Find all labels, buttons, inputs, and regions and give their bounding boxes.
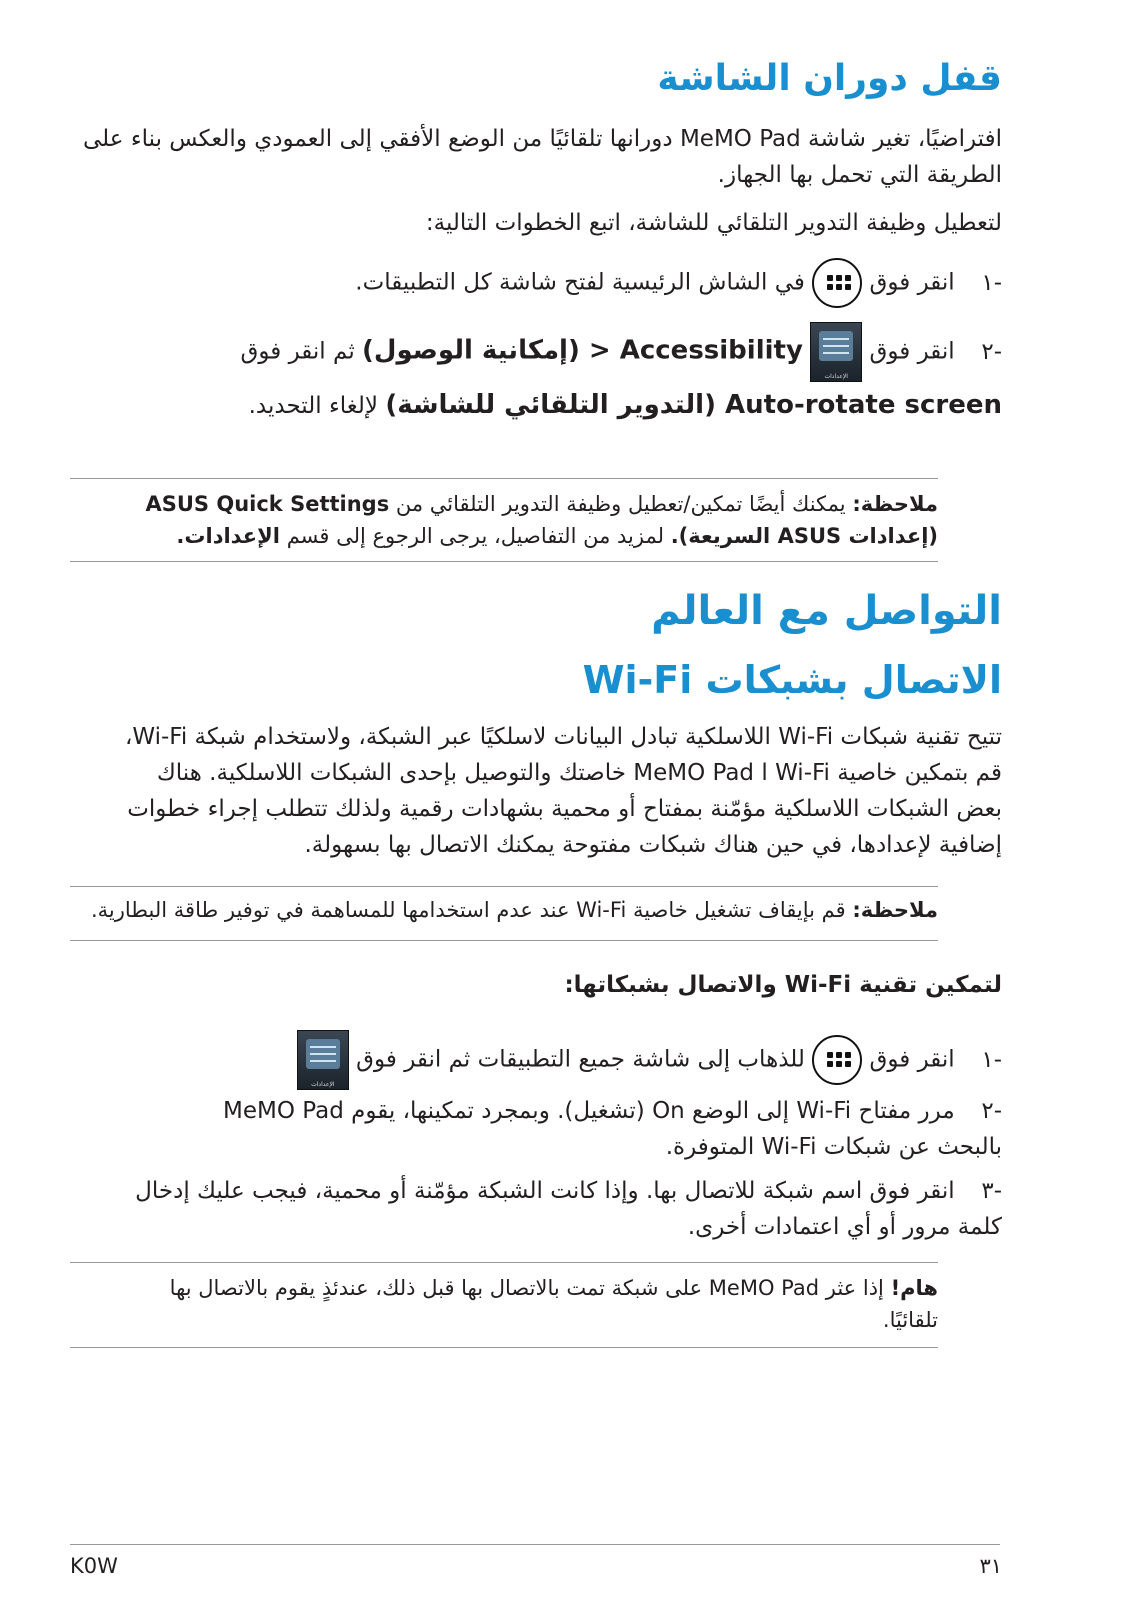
model-name: K0W bbox=[70, 1554, 118, 1578]
wifi-step-3 bbox=[72, 1178, 1002, 1204]
step-text: مرر مفتاح Wi-Fi إلى الوضع On (تشغيل). وبمجرد تمكينها، يقوم MeMO Pad bbox=[223, 1098, 955, 1124]
step-number: -٢ bbox=[981, 338, 1002, 365]
step-number: -٣ bbox=[981, 1178, 1002, 1204]
note-text: قم بإيقاف تشغيل خاصية Wi-Fi عند عدم استخدامها للمساهمة في توفير طاقة البطارية. bbox=[90, 898, 846, 922]
step-number: -٢ bbox=[981, 1098, 1002, 1124]
important-label: هام! bbox=[890, 1276, 938, 1300]
note-box-1 bbox=[58, 492, 938, 548]
section-title-wifi: الاتصال بشبكات Wi-Fi bbox=[582, 658, 1002, 702]
rotation-step-2-line2 bbox=[72, 390, 1002, 420]
intro-paragraph-line2: الطريقة التي تحمل بها الجهاز. bbox=[717, 162, 1002, 188]
step-text: لإلغاء التحديد. bbox=[248, 393, 378, 419]
note-divider bbox=[70, 940, 938, 941]
step-text: انقر فوق bbox=[869, 1046, 955, 1073]
note-divider bbox=[70, 886, 938, 887]
note-divider bbox=[70, 478, 938, 479]
steps-intro: لتعطيل وظيفة التدوير التلقائي للشاشة، اتبع الخطوات التالية: bbox=[425, 210, 1002, 236]
step-text: انقر فوق bbox=[869, 338, 955, 365]
accessibility-label: Accessibility < (إمكانية الوصول) bbox=[362, 335, 803, 366]
note-label: ملاحظة: bbox=[852, 898, 938, 922]
quick-settings-arabic: (إعدادات ASUS السريعة). bbox=[670, 524, 938, 548]
note-divider bbox=[70, 1347, 938, 1348]
step-text: في الشاش الرئيسية لفتح شاشة كل التطبيقات. bbox=[355, 269, 805, 296]
note-box-2 bbox=[58, 898, 938, 922]
note-label: ملاحظة: bbox=[852, 492, 938, 516]
quick-settings-label: ASUS Quick Settings bbox=[145, 492, 390, 516]
wifi-step-2-line2: بالبحث عن شبكات Wi-Fi المتوفرة. bbox=[665, 1134, 1002, 1160]
step-text: انقر فوق bbox=[869, 269, 955, 296]
note-text: تلقائيًا. bbox=[882, 1308, 938, 1332]
step-number: -١ bbox=[981, 1046, 1002, 1073]
note-divider bbox=[70, 1262, 938, 1263]
settings-section-ref: الإعدادات. bbox=[176, 524, 280, 548]
note-text: يمكنك أيضًا تمكين/تعطيل وظيفة التدوير التلقائي من bbox=[395, 492, 846, 516]
wifi-enable-subtitle: لتمكين تقنية Wi-Fi والاتصال بشبكاتها: bbox=[564, 972, 1002, 998]
settings-icon: الإعدادات bbox=[297, 1030, 349, 1090]
step-text: ثم انقر فوق bbox=[240, 338, 355, 365]
wifi-paragraph-line1: تتيح تقنية شبكات Wi-Fi اللاسلكية تبادل البيانات لاسلكيًا عبر الشبكة، ولاستخدام شبكة Wi-Fi، bbox=[124, 724, 1002, 750]
settings-icon: الإعدادات bbox=[810, 322, 862, 382]
all-apps-icon bbox=[812, 258, 862, 308]
wifi-step-2 bbox=[72, 1098, 1002, 1124]
wifi-paragraph-line3: بعض الشبكات اللاسلكية مؤمّنة بمفتاح أو محمية بشهادات رقمية ولذلك تتطلب إجراء خطوات bbox=[127, 796, 1002, 822]
footer-divider bbox=[70, 1544, 1000, 1545]
step-text: للذهاب إلى شاشة جميع التطبيقات ثم انقر فوق bbox=[356, 1046, 805, 1073]
intro-paragraph-line1: افتراضيًا، تغير شاشة MeMO Pad دورانها تلقائيًا من الوضع الأفقي إلى العمودي والعكس بناء على bbox=[83, 126, 1002, 152]
wifi-paragraph-line2: قم بتمكين خاصية Wi-Fi ا MeMO Pad خاصتك والتوصيل بإحدى الشبكات اللاسلكية. هناك bbox=[156, 760, 1002, 786]
step-number: -١ bbox=[981, 269, 1002, 296]
note-box-3 bbox=[58, 1276, 938, 1332]
section-title-connecting: التواصل مع العالم bbox=[651, 588, 1002, 634]
wifi-paragraph-line4: إضافية لإعدادها، في حين هناك شبكات مفتوحة يمكنك الاتصال بها بسهولة. bbox=[304, 832, 1002, 858]
rotation-step-1 bbox=[72, 258, 1002, 308]
all-apps-icon bbox=[812, 1035, 862, 1085]
rotation-step-2 bbox=[72, 322, 1002, 382]
section-title-screen-rotation: قفل دوران الشاشة bbox=[657, 58, 1002, 99]
note-divider bbox=[70, 561, 938, 562]
step-text: انقر فوق اسم شبكة للاتصال بها. وإذا كانت الشبكة مؤمّنة أو محمية، فيجب عليك إدخال bbox=[135, 1178, 955, 1204]
wifi-step-1 bbox=[72, 1030, 1002, 1090]
note-text: إذا عثر MeMO Pad على شبكة تمت بالاتصال بها قبل ذلك، عندئذٍ يقوم بالاتصال بها bbox=[169, 1276, 884, 1300]
auto-rotate-label: Auto-rotate screen (التدوير التلقائي للشاشة) bbox=[385, 390, 1002, 420]
wifi-step-3-line2: كلمة مرور أو أي اعتمادات أخرى. bbox=[687, 1214, 1002, 1240]
page-number: ٣١ bbox=[979, 1554, 1002, 1578]
note-text: لمزيد من التفاصيل، يرجى الرجوع إلى قسم bbox=[286, 524, 664, 548]
